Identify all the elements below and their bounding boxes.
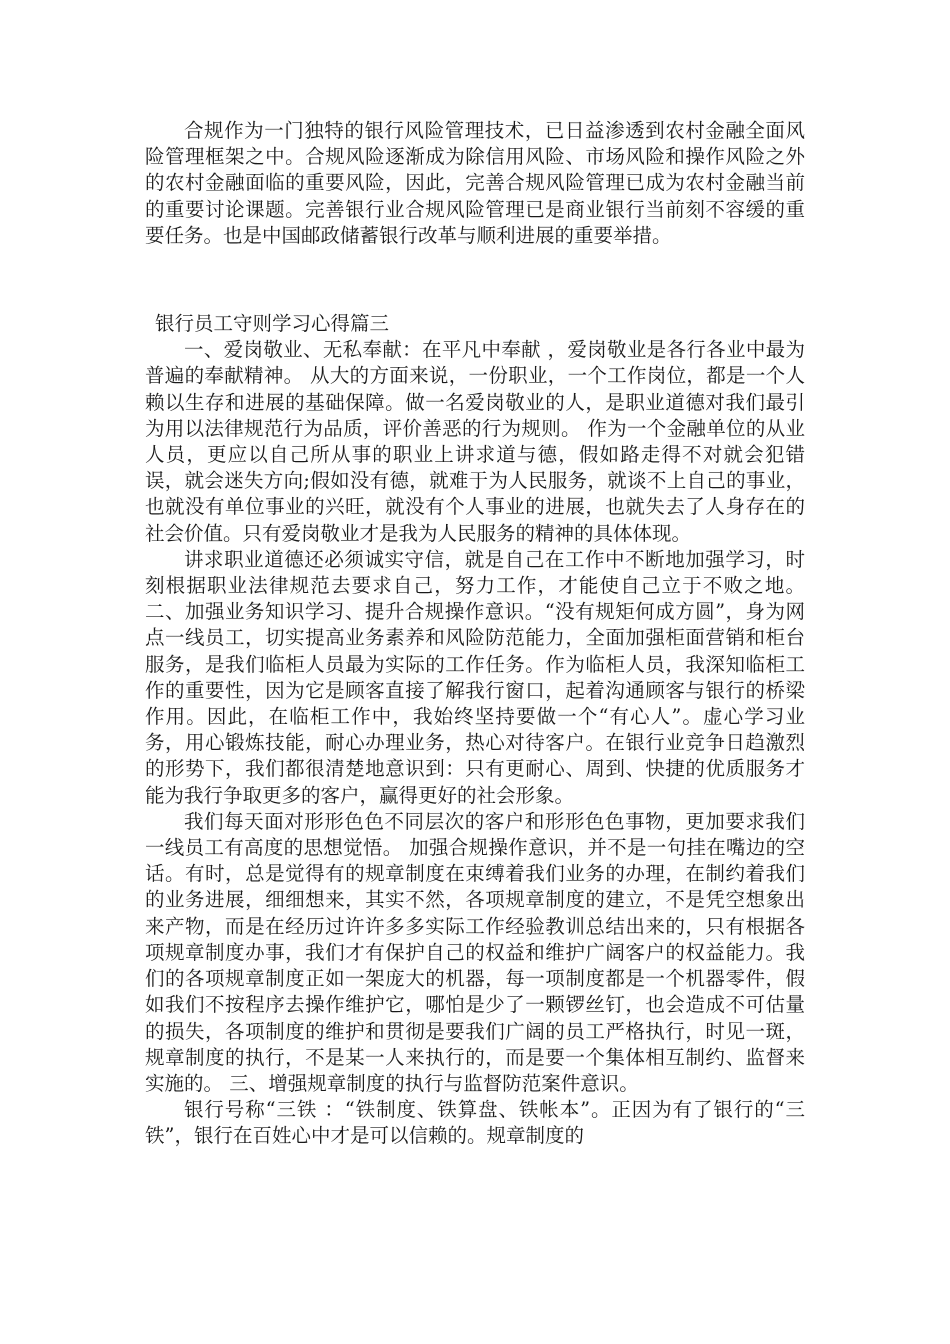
body-paragraph-1: 一、爱岗敬业、无私奉献：在平凡中奉献 ，爱岗敬业是各行各业中最为普遍的奉献精神。 从大的方面来说，一份职业，一个工作岗位，都是一个人赖以生存和进展的基础保障。做一名爱岗敬业的人，是职业道德对我们最引为用以法律规范行为品质，评价善恶的行为规则。 作为一个金融单位的从业人员，更应以自己所从事的职业上讲求道与德，假如路走得不对就会犯错误，就会迷失方向;假如没有德，就难于为人民服务，就谈不上自己的事业，也就没有单位事业的兴旺，就没有个人事业的进展，也就失去了人身存在的社会价值。只有爱岗敬业才是我为人民服务的精神的具体体现。: [145, 338, 805, 545]
body-paragraph-4: 银行号称“三铁 ：“铁制度、铁算盘、铁帐本”。正因为有了银行的“三铁”，银行在百姓心中才是可以信赖的。规章制度的: [145, 1098, 805, 1148]
document-page: [145, 118, 805, 1150]
section-title: 银行员工守则学习心得篇三: [155, 312, 390, 336]
body-paragraph-3: 我们每天面对形形色色不同层次的客户和形形色色事物，更加要求我们一线员工有高度的思想觉悟。 加强合规操作意识，并不是一句挂在嘴边的空话。有时，总是觉得有的规章制度在束缚着我们业务的办理，在制约着我们的业务进展，细细想来，其实不然，各项规章制度的建立，不是凭空想象出来产物，而是在经历过许许多多实际工作经验教训总结出来的，只有根据各项规章制度办事，我们才有保护自己的权益和维护广阔客户的权益能力。我们的各项规章制度正如一架庞大的机器，每一项制度都是一个机器零件，假如我们不按程序去操作维护它，哪怕是少了一颗锣丝钉，也会造成不可估量的损失，各项制度的维护和贯彻是要我们广阔的员工严格执行，时见一斑，规章制度的执行，不是某一人来执行的，而是要一个集体相互制约、监督来实施的。 三、增强规章制度的执行与监督防范案件意识。: [145, 809, 805, 1095]
body-paragraph-2: 讲求职业道德还必须诚实守信，就是自己在工作中不断地加强学习，时刻根据职业法律规范去要求自己，努力工作，才能使自己立于不败之地。 二、加强业务知识学习、提升合规操作意识。“没有规矩何成方圆”，身为网点一线员工，切实提高业务素养和风险防范能力，全面加强柜面营销和柜台服务，是我们临柜人员最为实际的工作任务。作为临柜人员，我深知临柜工作的重要性，因为它是顾客直接了解我行窗口，起着沟通顾客与银行的桥梁作用。因此，在临柜工作中，我始终坚持要做一个“有心人”。虚心学习业务，用心锻炼技能，耐心办理业务，热心对待客户。在银行业竞争日趋激烈的形势下，我们都很清楚地意识到：只有更耐心、周到、快捷的优质服务才能为我行争取更多的客户，赢得更好的社会形象。: [145, 547, 805, 807]
intro-paragraph: 合规作为一门独特的银行风险管理技术，已日益渗透到农村金融全面风险管理框架之中。合规风险逐渐成为除信用风险、市场风险和操作风险之外的农村金融面临的重要风险，因此，完善合规风险管理已成为农村金融当前的重要讨论课题。完善银行业合规风险管理已是商业银行当前刻不容缓的重要任务。也是中国邮政储蓄银行改革与顺利进展的重要举措。: [145, 119, 805, 247]
